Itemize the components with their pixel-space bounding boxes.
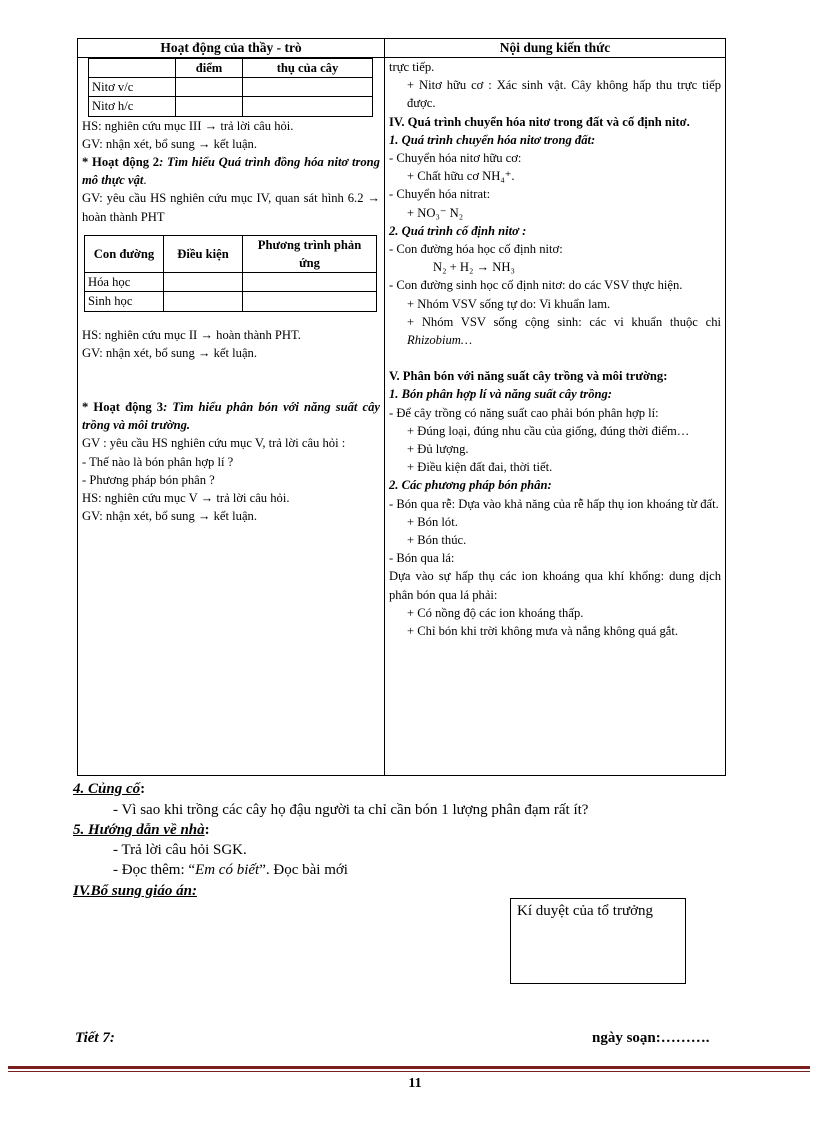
knowledge-column	[385, 39, 725, 775]
t2-head: Điều kiện	[164, 235, 243, 272]
consolidation-heading: 4. Củng cố:	[73, 781, 146, 797]
right-text: - Bón qua lá:	[389, 551, 455, 566]
header-left: Hoạt động của thầy - trò	[78, 39, 384, 58]
right-text: + Điều kiện đất đai, thời tiết.	[407, 460, 553, 475]
t2-row-label: Sinh học	[85, 292, 164, 311]
teacher-student-column	[78, 39, 385, 775]
right-text: - Chuyển hóa nitơ hữu cơ:	[389, 151, 522, 166]
t1-head-0	[89, 59, 176, 78]
consolidation-item: - Vì sao khi trồng các cây họ đậu người ta chỉ cần bón 1 lượng phân đạm rất ít?	[113, 802, 589, 818]
header-right: Nội dung kiến thức	[385, 39, 725, 58]
footer-rule	[8, 1071, 810, 1072]
date-label: ngày soạn:……….	[592, 1030, 710, 1046]
footer-rule	[8, 1066, 810, 1069]
right-text: + Nhóm VSV sống cộng sinh: các vi khuẩn thuộc chi Rhizobium…	[407, 314, 721, 348]
subsection-heading: 2. Các phương pháp bón phân:	[389, 478, 552, 493]
subsection-heading: 2. Quá trình cố định nitơ :	[389, 223, 527, 238]
activity-2-heading: * Hoạt động 2: Tìm hiểu Quá trình đồng hóa nitơ trong mô thực vật.	[82, 155, 380, 188]
homework-item: - Đọc thêm: “Em có biết”. Đọc bài mới	[113, 862, 348, 878]
left-text: GV: nhận xét, bổ sung → kết luận.	[82, 345, 258, 360]
subsection-heading: 1. Quá trình chuyển hóa nitơ trong đất:	[389, 132, 596, 147]
t2-row-label: Hóa học	[85, 273, 164, 292]
right-text: trực tiếp.	[389, 60, 435, 74]
left-text: HS: nghiên cứu mục III → trả lời câu hỏi.	[82, 118, 294, 133]
approval-box	[510, 898, 686, 984]
section-v-heading: V. Phân bón với năng suất cây trồng và môi trường:	[389, 369, 668, 384]
t2-head: Phương trình phản ứng	[243, 235, 377, 272]
right-text: + Bón lót.	[407, 514, 458, 529]
right-text: + Chất hữu cơ NH₄⁺.	[407, 169, 515, 184]
left-text: - Thế nào là bón phân hợp lí ?	[82, 454, 234, 469]
nitrogen-table	[88, 58, 373, 117]
right-text: + NO₃⁻ N₂	[407, 205, 464, 220]
right-text: - Chuyển hóa nitrat:	[389, 187, 491, 202]
right-text: + Nhóm VSV sống tự do: Vi khuẩn lam.	[407, 296, 611, 311]
right-text: + Nitơ hữu cơ : Xác sinh vật. Cây không hấp thu trực tiếp được.	[407, 78, 721, 111]
t2-head: Con đường	[85, 235, 164, 272]
equation: N₂ + H₂ → NH₃	[433, 260, 515, 275]
right-text: + Chỉ bón khi trời không mưa và nắng không quá gắt.	[407, 624, 679, 639]
left-text: - Phương pháp bón phân ?	[82, 472, 215, 487]
right-text: + Bón thúc.	[407, 533, 467, 548]
left-text: GV: nhận xét, bổ sung → kết luận.	[82, 509, 258, 524]
subsection-heading: 1. Bón phân hợp lí và năng suất cây trồng:	[389, 387, 612, 402]
pathway-table	[84, 235, 377, 312]
right-text: - Con đường sinh học cố định nitơ: do các VSV thực hiện.	[389, 278, 683, 293]
t1-head-1: điểm	[176, 59, 243, 78]
left-text: HS: nghiên cứu mục II → hoàn thành PHT.	[82, 327, 301, 342]
right-text: - Bón qua rễ: Dựa vào khả năng của rễ hấp thụ ion khoáng từ đất.	[389, 496, 719, 511]
right-text: Dựa vào sự hấp thụ các ion khoáng qua khí khổng: dung dịch phân bón qua lá phải:	[389, 569, 721, 602]
left-text: GV : yêu cầu HS nghiên cứu mục V, trả lời câu hỏi :	[82, 436, 346, 451]
activity-3-heading: * Hoạt động 3: Tìm hiểu phân bón với năng suất cây trồng và môi trường.	[82, 400, 380, 433]
t1-row-label: Nitơ v/c	[89, 78, 176, 97]
t1-row-label: Nitơ h/c	[89, 97, 176, 116]
left-text: GV: nhận xét, bổ sung → kết luận.	[82, 136, 258, 151]
page-number: 11	[408, 1076, 422, 1091]
left-text: GV: yêu cầu HS nghiên cứu mục IV, quan sát hình 6.2 → hoàn thành PHT	[82, 191, 380, 224]
supplement-heading: IV.Bổ sung giáo án:	[73, 883, 197, 899]
lesson-label: Tiết 7:	[75, 1030, 115, 1046]
right-text: + Đủ lượng.	[407, 442, 469, 457]
approval-label: Kí duyệt của tổ trưởng	[517, 903, 654, 919]
homework-item: - Trả lời câu hỏi SGK.	[113, 842, 247, 858]
right-text: - Để cây trồng có năng suất cao phải bón phân hợp lí:	[389, 405, 659, 420]
section-iv-heading: IV. Quá trình chuyển hóa nitơ trong đất và cố định nitơ.	[389, 114, 690, 129]
right-text: + Có nồng độ các ion khoáng thấp.	[407, 605, 584, 620]
right-text: - Con đường hóa học cố định nitơ:	[389, 242, 563, 257]
t1-head-2: thụ của cây	[243, 59, 373, 78]
homework-heading: 5. Hướng dẫn về nhà:	[73, 822, 210, 838]
left-text: HS: nghiên cứu mục V → trả lời câu hỏi.	[82, 491, 290, 506]
lesson-table	[77, 38, 726, 776]
right-text: + Đúng loại, đúng nhu cầu của giống, đúng thời điểm…	[407, 423, 690, 438]
